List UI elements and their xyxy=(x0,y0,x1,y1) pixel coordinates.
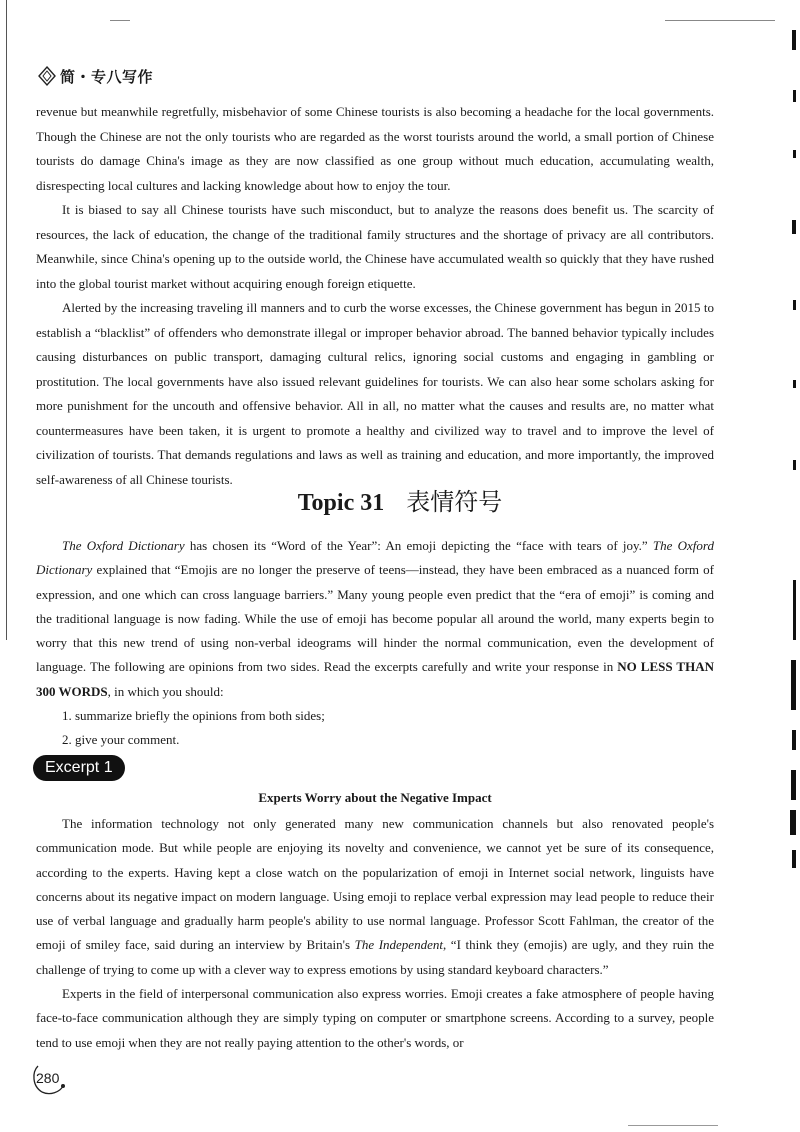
excerpt-title: Experts Worry about the Negative Impact xyxy=(258,790,492,805)
excerpt-text: The information technology not only generated many new communication channels but also renovated people's communication mode. But while people are enjoying its novelty and convenience, we cannot yet be sure of its consequence, according to the experts. Having kept a close watch on the popularization of emoji in Internet social network, linguists have concerns about its negative impact on modern language. Using emoji to replace verbal expression may lead people to reduce their use of verbal language and gradually harm people's ability to use normal language. Professor Scott Fahlman, the creator of the emoji of smiley face, said during an interview by Britain's xyxy=(36,816,714,953)
word-requirement: NO LESS THAN 300 WORDS xyxy=(36,659,714,699)
paragraph: Alerted by the increasing traveling ill manners and to curb the worse excesses, the Chinese government has begun in 2015 to establish a “blacklist” of offenders who demonstrate illegal or improper behavior abroad. The banned behavior typically includes causing disturbances on public transport, damaging cultural relics, ignoring social customs and engaging in gambling or prostitution. The local governments have also issued relevant guidelines for tourists. We can also hear some scholars asking for more punishment for the uncouth and offensive behavior. All in all, no matter what the causes and results are, no matter what countermeasures have been taken, it is urgent to promote a healthy and civilized way to travel and to improve the level of civilization of tourists. That demands regulations and laws as well as training and education, and more importantly, the improved self-awareness of all Chinese tourists. xyxy=(36,300,714,487)
paragraph: Experts in the field of interpersonal communication also express worries. Emoji creates a fake atmosphere of people having face-to-face communication although they are simply typing on computer or smartphone screens. According to a survey, people tend to use emoji when they are not really paying attention to the other's words, or xyxy=(36,986,714,1050)
right-edge-scan-marks xyxy=(782,0,800,1132)
series-logo-icon xyxy=(36,65,58,87)
paragraph: It is biased to say all Chinese tourists have such misconduct, but to analyze the reasons does benefit us. The scarcity of resources, the lack of education, the change of the traditional family structures and the shortage of privacy are all contributors. Meanwhile, since China's opening up to the outside world, the Chinese have accumulated wealth so quickly that they have rushed into the global tourist market without acquiring enough foreign etiquette. xyxy=(36,202,714,291)
carryover-text xyxy=(36,100,714,492)
list-item: 1. summarize briefly the opinions from both sides; xyxy=(62,708,325,724)
paragraph: revenue but meanwhile regretfully, misbehavior of some Chinese tourists is also becoming a headache for the local governments. Though the Chinese are not the only tourists who are regarded as the worst tourists around the world, a small portion of Chinese tourists do damage China's image as they are now classified as one group without much education, accumulating wealth, disrespecting local cultures and lacking knowledge about how to enjoy the tour. xyxy=(36,104,714,193)
task-text: , in which you should: xyxy=(107,683,224,699)
page-number: 280 xyxy=(36,1070,60,1086)
list-item: 2. give your comment. xyxy=(62,732,180,748)
dictionary-name: The Oxford Dictionary xyxy=(36,538,714,578)
topic-number: Topic 31 xyxy=(297,490,385,516)
topic-title-cn: 表情符号 xyxy=(406,488,503,516)
top-dash-rule xyxy=(110,20,130,21)
top-dash-rule xyxy=(665,20,775,21)
left-margin-rule xyxy=(6,0,7,640)
series-title: 简・专八写作 xyxy=(60,67,154,86)
task-intro xyxy=(36,534,714,704)
newspaper-name: The Independent xyxy=(354,937,443,953)
excerpt-body xyxy=(36,812,714,1055)
excerpt-badge: Excerpt 1 xyxy=(33,755,125,781)
topic-heading xyxy=(0,482,800,517)
bottom-dash-rule xyxy=(628,1125,718,1126)
excerpt-text: , “I think they (emojis) are ugly, and they ruin the challenge of trying to come up with a clever way to express emotions by using standard keyboard characters.” xyxy=(36,937,714,977)
task-text: has chosen its “Word of the Year”: An emoji depicting the “face with tears of joy.” xyxy=(184,538,653,553)
paragraph xyxy=(36,812,714,982)
task-list xyxy=(36,704,714,753)
page-header xyxy=(36,64,153,88)
task-prompt xyxy=(36,534,714,753)
page-number-badge xyxy=(30,1062,68,1096)
dictionary-name: The Oxford Dictionary xyxy=(62,538,185,553)
task-text: explained that “Emojis are no longer the preserve of teens—instead, they have been embraced as a nuanced form of expression, and one which can cross language barriers.” Many young people even predict that the “era of emoji” is coming and the traditional language is now fading. While the use of emoji has become popular all around the world, many experts begin to worry that this new trend of using non-verbal ideograms will hinder the normal communication, even the development of language. The following are opinions from two sides. Read the excerpts carefully and write your response in xyxy=(36,562,714,675)
